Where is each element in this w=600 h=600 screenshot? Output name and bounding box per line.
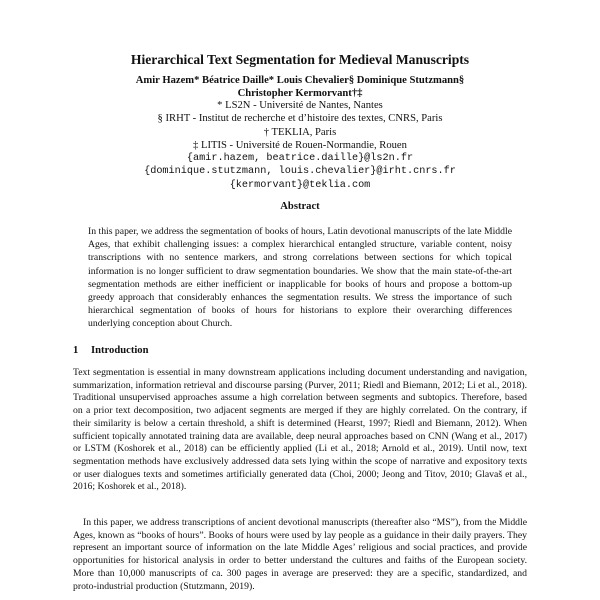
- section-title: Introduction: [91, 345, 149, 356]
- affiliation-teklia: † TEKLIA, Paris: [263, 126, 337, 138]
- section-heading-introduction: [73, 344, 149, 357]
- intro-paragraph-1: Text segmentation is essential in many downstream applications including document understanding and navigation, summarization, information retrieval and discourse parsing (Purver, 2011; Riedl and Biemann, 2012; Li et al., 2018). Traditional unsupervised approaches assume a high correlation between segments and subtopics. Therefore, based on a prior text decomposition, two adjacent segments are merged if they are highly correlated. On the contrary, if their similarity is below a certain threshold, a shift is determined (Hearst, 1997; Riedl and Biemann, 2012). When sufficient topically annotated training data are available, deep neural approaches based on CNN (Wang et al., 2017) or LSTM (Koshorek et al., 2018) can be efficiently applied (Li et al., 2018; Arnold et al., 2019). Until now, text segmentation methods have exclusively addressed data sets lying within the scope of narrative and expository texts or user dialogues texts and sometimes artificially generated data (Choi, 2000; Jeong and Titov, 2010; Glavaš et al., 2016; Koshorek et al., 2018).: [73, 367, 527, 493]
- paper-title: Hierarchical Text Segmentation for Medieval Manuscripts: [130, 52, 470, 67]
- author-list: [0, 74, 600, 100]
- affiliations-block: [0, 99, 600, 192]
- section-number: 1: [73, 345, 79, 356]
- abstract-text: In this paper, we address the segmentation of books of hours, Latin devotional manuscripts of the late Middle Ages, that exhibit challenging issues: a complex hierarchical entangled structure, variable content, noisy transcriptions with no sentence markers, and strong correlations between sections for which topical information is no longer sufficient to draw segmentation boundaries. We show that the main state-of-the-art segmentation methods are either inefficient or inapplicable for books of hours and propose a bottom-up greedy approach that considerably enhances the segmentation results. We stress the importance of such hierarchical segmentation of books of hours for historians to explore their overarching differences underlying conception about Church.: [88, 226, 512, 330]
- affiliation-ls2n: * LS2N - Université de Nantes, Nantes: [217, 100, 383, 111]
- email-ls2n: {amir.hazem, beatrice.daille}@ls2n.fr: [186, 153, 414, 165]
- authors-line-2: Christopher Kermorvant†‡: [237, 88, 363, 99]
- email-irht: {dominique.stutzmann, louis.chevalier}@irht.cnrs.fr: [144, 166, 456, 178]
- intro-paragraph-2: In this paper, we address transcriptions of ancient devotional manuscripts (thereafter also “MS”), from the Middle Ages, known as “books of hours”. Books of hours were used by lay people as a guidance in their daily prayers. They represent an important source of information on the late Middle Ages’ religious and social practices, and provide opportunities for historical analysis in order to better understand the cultures and faiths of the European society. More than 10,000 manuscripts of ca. 300 pages in average are preserved: they are a specific, standardized, and proto-industrial production (Stutzmann, 2019).: [73, 517, 527, 592]
- abstract-heading: Abstract: [280, 201, 320, 212]
- email-teklia: {kermorvant}@teklia.com: [229, 179, 371, 191]
- affiliation-litis: ‡ LITIS - Université de Rouen-Normandie, Rouen: [193, 139, 407, 151]
- authors-line-1: Amir Hazem* Béatrice Daille* Louis Chevalier§ Dominique Stutzmann§: [135, 75, 465, 86]
- affiliation-irht: § IRHT - Institut de recherche et d’histoire des textes, CNRS, Paris: [157, 113, 443, 125]
